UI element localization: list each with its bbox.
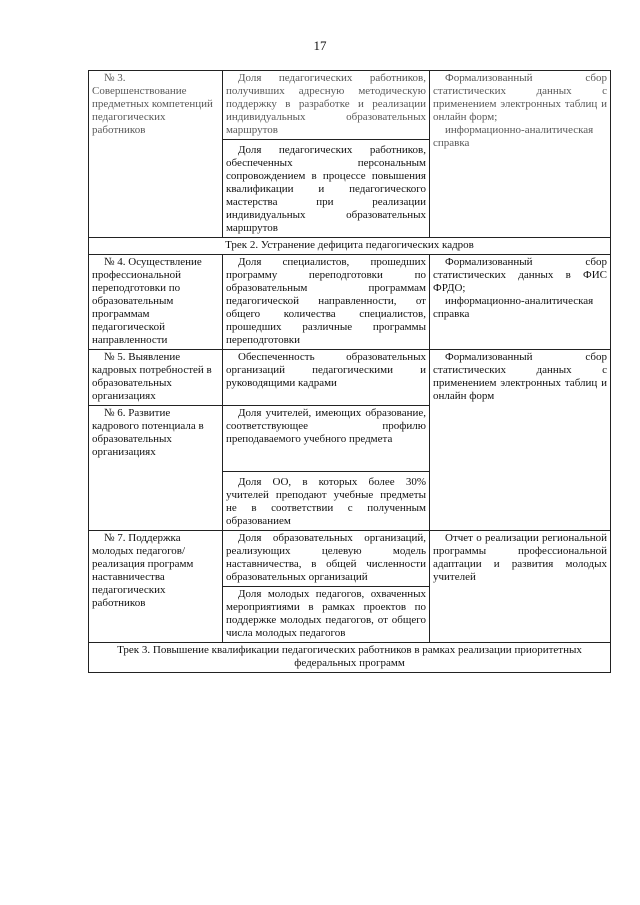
method-cell: Отчет о реализации региональной программы профессиональной адаптации и развития молодых учителей [430, 531, 611, 643]
task-cell: № 4. Осуществление профессиональной переподготовки по образовательным программам педагогической направленности [89, 255, 223, 350]
method-line: информационно-аналитическая справка [433, 295, 594, 320]
method-line: Формализованный сбор статистических данных в ФИС ФРДО; [433, 256, 607, 294]
indicator-cell: Доля педагогических работников, обеспеченных персональным сопровождением в процессе повышения квалификации и педагогического мастерства при реализации индивидуальных образовательных маршрутов [223, 140, 430, 238]
method-cell [430, 71, 611, 238]
indicator-cell: Доля учителей, имеющих образование, соответствующее профилю преподаваемого учебного предмета [223, 406, 430, 472]
method-line: информационно-аналитическая справка [433, 124, 594, 149]
method-cell: Формализованный сбор статистических данных с применением электронных таблиц и онлайн форм [430, 350, 611, 531]
indicator-cell: Обеспеченность образовательных организаций педагогическими и руководящими кадрами [223, 350, 430, 406]
task-cell: № 3. Совершенствование предметных компетенций педагогических работников [89, 71, 223, 238]
indicators-table [88, 70, 611, 673]
indicator-cell: Доля специалистов, прошедших программу переподготовки по образовательным программам педагогической направленности, от общего количества специалистов, прошедших различные программы переподготовки [223, 255, 430, 350]
table-row [89, 531, 611, 587]
indicator-cell: Доля образовательных организаций, реализующих целевую модель наставничества, в общей численности образовательных организаций [223, 531, 430, 587]
table-row [89, 350, 611, 406]
indicator-cell: Доля ОО, в которых более 30% учителей преподают учебные предметы не в соответствии с полученным образованием [223, 472, 430, 531]
indicator-cell: Доля молодых педагогов, охваченных мероприятиями в рамках проектов по поддержке молодых педагогов, от общего числа молодых педагогов [223, 587, 430, 643]
track-row [89, 643, 611, 673]
task-cell: № 5. Выявление кадровых потребностей в образовательных организациях [89, 350, 223, 406]
table-row [89, 71, 611, 140]
method-cell [430, 255, 611, 350]
page-number: 17 [313, 38, 327, 53]
table-row [89, 255, 611, 350]
indicator-cell: Доля педагогических работников, получивших адресную методическую поддержку в разработке и реализации индивидуальных образовательных маршрутов [223, 71, 430, 140]
track-heading: Трек 2. Устранение дефицита педагогических кадров [89, 238, 611, 255]
track-row [89, 238, 611, 255]
track-heading: Трек 3. Повышение квалификации педагогических работников в рамках реализации приоритетных федеральных программ [89, 643, 611, 673]
task-cell: № 6. Развитие кадрового потенциала в образовательных организациях [89, 406, 223, 531]
method-line: Формализованный сбор статистических данных с применением электронных таблиц и онлайн форм; [433, 72, 607, 123]
task-cell: № 7. Поддержка молодых педагогов/реализация программ наставничества педагогических работников [89, 531, 223, 643]
